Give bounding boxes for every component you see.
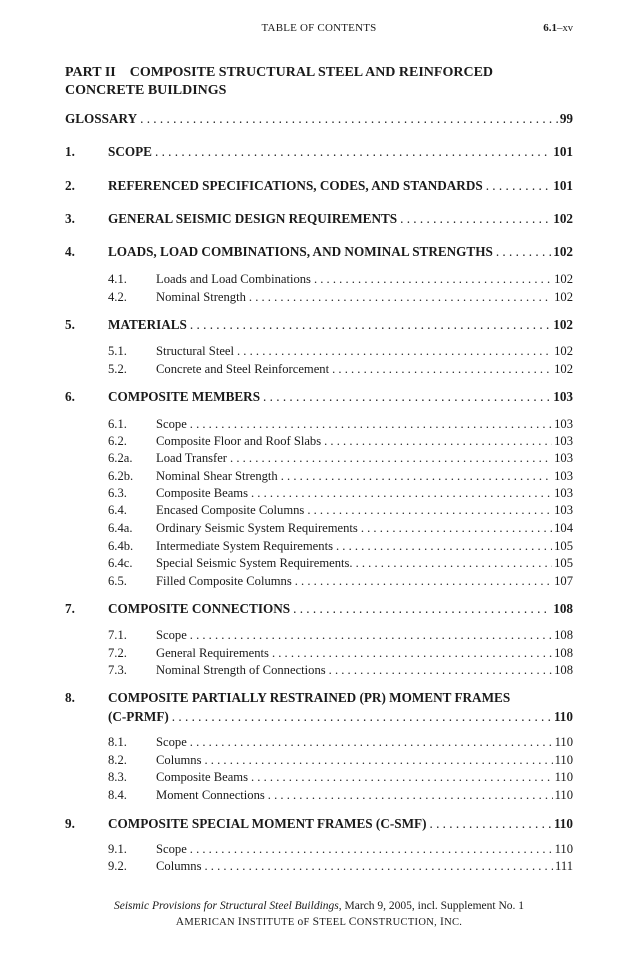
entry-title: GLOSSARY: [65, 111, 138, 126]
entry-page-number: 110: [554, 735, 573, 749]
entry-number: 9.2.: [108, 859, 127, 873]
entry-number: 4.1.: [108, 272, 127, 286]
toc-section-1[interactable]: [65, 144, 573, 162]
entry-number: 6.3.: [108, 486, 127, 500]
dot-leader: [290, 601, 551, 617]
entry-page-number: 102: [553, 317, 573, 332]
dot-leader: [234, 344, 552, 359]
dot-leader: [292, 574, 552, 589]
dot-leader: [187, 317, 551, 333]
entry-page-number: 102: [554, 272, 573, 286]
entry-page-number: 103: [554, 417, 573, 431]
dot-leader: [187, 417, 552, 432]
entry-number: 8.1.: [108, 735, 127, 749]
entry-title: GENERAL SEISMIC DESIGN REQUIREMENTS: [108, 211, 398, 226]
entry-title: Intermediate System Requirements: [156, 539, 333, 553]
entry-title: Scope: [156, 417, 187, 431]
footer-publisher: AMERICAN INSTITUTE oF STEEL CONSTRUCTION, INC.: [175, 916, 463, 928]
entry-page-number: 103: [554, 469, 573, 483]
entry-page-number: 102: [554, 290, 573, 304]
dot-leader: [137, 111, 558, 127]
toc-subsection[interactable]: [65, 503, 573, 520]
entry-title: Encased Composite Columns: [156, 503, 305, 517]
entry-title: COMPOSITE SPECIAL MOMENT FRAMES (C-SMF): [108, 816, 427, 831]
dot-leader: [246, 290, 552, 305]
toc-glossary[interactable]: [65, 111, 573, 129]
toc-subsection[interactable]: [65, 362, 573, 379]
dot-leader: [227, 451, 552, 466]
entry-title: COMPOSITE PARTIALLY RESTRAINED (PR) MOMENT FRAMES: [108, 690, 511, 705]
entry-title: Load Transfer: [156, 451, 228, 465]
page-footer: [65, 898, 573, 931]
toc-section-4[interactable]: [65, 244, 573, 262]
dot-leader: [353, 556, 553, 571]
entry-page-number: 104: [554, 521, 573, 535]
entry-title: MATERIALS: [108, 317, 187, 332]
entry-number: 2.: [65, 178, 75, 193]
dot-leader: [269, 646, 552, 661]
toc-section-6[interactable]: [65, 389, 573, 407]
roman-page: xv: [562, 23, 573, 34]
entry-page-number: 105: [554, 556, 573, 570]
entry-title: Filled Composite Columns: [156, 574, 292, 588]
entry-number: 6.2.: [108, 434, 127, 448]
entry-page-number: 103: [553, 389, 573, 404]
dot-leader: [265, 788, 553, 803]
entry-number: 7.3.: [108, 663, 127, 677]
entry-page-number: 102: [553, 244, 573, 259]
entry-page-number: 110: [554, 770, 573, 784]
dot-leader: [321, 434, 552, 449]
toc-subsection[interactable]: [65, 469, 573, 486]
toc-subsection[interactable]: [65, 272, 573, 289]
dot-leader: [169, 709, 552, 725]
toc-subsection[interactable]: [65, 539, 573, 556]
entry-number: 8.3.: [108, 770, 127, 784]
entry-page-number: 108: [554, 628, 573, 642]
entry-page-number: 108: [553, 601, 573, 616]
entry-number: 6.4.: [108, 503, 127, 517]
dot-leader: [333, 539, 552, 554]
entry-page-number: 110: [553, 816, 573, 831]
dot-leader: [202, 859, 554, 874]
entry-number: 6.4c.: [108, 556, 133, 570]
entry-page-number: 110: [554, 842, 573, 856]
entry-page-number: 99: [559, 111, 573, 126]
toc-subsection[interactable]: [65, 344, 573, 361]
entry-page-number: 102: [553, 211, 573, 226]
entry-title: REFERENCED SPECIFICATIONS, CODES, AND STANDARDS: [108, 178, 483, 193]
entry-page-number: 101: [553, 178, 573, 193]
entry-title: Ordinary Seismic System Requirements: [156, 521, 358, 535]
entry-number: 6.1.: [108, 417, 127, 431]
entry-number: 6.: [65, 389, 75, 404]
entry-number: 6.2b.: [108, 469, 134, 483]
toc-section-9[interactable]: [65, 816, 573, 834]
entry-number: 8.4.: [108, 788, 127, 802]
toc-section-8-cont[interactable]: [65, 709, 573, 727]
entry-title: Nominal Strength of Connections: [156, 663, 326, 677]
entry-title: Scope: [156, 628, 187, 642]
entry-page-number: 101: [553, 144, 573, 159]
entry-number: 4.2.: [108, 290, 127, 304]
entry-page-number: 107: [554, 574, 573, 588]
toc-subsection[interactable]: [65, 859, 573, 876]
page-number: 6.1–xv: [543, 22, 573, 34]
toc-subsection[interactable]: [65, 663, 573, 680]
dot-leader: [202, 753, 553, 768]
entry-page-number: 102: [554, 362, 573, 376]
entry-title: Moment Connections: [156, 788, 265, 802]
toc-subsection[interactable]: [65, 646, 573, 663]
entry-title: Columns: [156, 859, 202, 873]
dot-leader: [397, 211, 551, 227]
dot-leader: [278, 469, 552, 484]
toc-section-2[interactable]: [65, 178, 573, 196]
toc-subsection[interactable]: [65, 486, 573, 503]
entry-number: 3.: [65, 211, 75, 226]
dot-leader: [311, 272, 552, 287]
entry-title: Nominal Strength: [156, 290, 246, 304]
entry-title: Special Seismic System Requirements.: [156, 556, 353, 570]
entry-number: 6.2a.: [108, 451, 133, 465]
entry-page-number: 105: [554, 539, 573, 553]
entry-number: 4.: [65, 244, 75, 259]
entry-title: Scope: [156, 842, 187, 856]
entry-number: 8.2.: [108, 753, 127, 767]
toc-subsection[interactable]: [65, 770, 573, 787]
entry-title: COMPOSITE MEMBERS: [108, 389, 261, 404]
dot-leader: [326, 663, 552, 678]
entry-page-number: 110: [554, 753, 573, 767]
dot-leader: [358, 521, 552, 536]
entry-title: Scope: [156, 735, 187, 749]
entry-number: 8.: [65, 690, 75, 705]
toc-subsection[interactable]: [65, 628, 573, 645]
toc-section-8[interactable]: [65, 690, 573, 708]
entry-title: Composite Beams: [156, 486, 248, 500]
dot-leader: [493, 244, 551, 260]
dot-leader: [260, 389, 551, 405]
toc-subsection[interactable]: [65, 434, 573, 451]
toc-subsection[interactable]: [65, 788, 573, 805]
entry-number: 5.: [65, 317, 75, 332]
entry-page-number: 111: [555, 859, 573, 873]
toc-section-5[interactable]: [65, 317, 573, 335]
dot-leader: [187, 735, 553, 750]
footer-edition: , March 9, 2005, incl. Supplement No. 1: [338, 900, 525, 912]
entry-number: 6.4b.: [108, 539, 134, 553]
toc-subsection[interactable]: [65, 735, 573, 752]
entry-title: Composite Floor and Roof Slabs: [156, 434, 322, 448]
entry-number: 9.1.: [108, 842, 127, 856]
entry-page-number: 110: [554, 788, 573, 802]
entry-title: General Requirements: [156, 646, 269, 660]
toc-subsection[interactable]: [65, 451, 573, 468]
entry-title: Concrete and Steel Reinforcement: [156, 362, 330, 376]
entry-number: 6.4a.: [108, 521, 133, 535]
entry-number: 9.: [65, 816, 75, 831]
entry-number: 7.2.: [108, 646, 127, 660]
entry-page-number: 103: [554, 451, 573, 465]
page-header: [65, 22, 573, 38]
entry-page-number: 103: [554, 486, 573, 500]
part-title: [65, 64, 573, 100]
toc-subsection[interactable]: [65, 290, 573, 307]
entry-title: Structural Steel: [156, 344, 234, 358]
part-title-line1: COMPOSITE STRUCTURAL STEEL AND REINFORCED: [129, 65, 494, 80]
toc-section-7[interactable]: [65, 601, 573, 619]
entry-number: 7.: [65, 601, 75, 616]
toc-subsection[interactable]: [65, 842, 573, 859]
entry-title: Composite Beams: [156, 770, 248, 784]
dot-leader: [426, 816, 551, 832]
dot-leader: [248, 770, 553, 785]
dot-leader: [248, 486, 552, 501]
toc-subsection[interactable]: [65, 574, 573, 591]
entry-title: Loads and Load Combinations: [156, 272, 311, 286]
entry-title: Columns: [156, 753, 202, 767]
dot-leader: [483, 178, 552, 194]
dot-leader: [187, 628, 552, 643]
part-label: PART II: [65, 65, 116, 80]
entry-number: 5.1.: [108, 344, 127, 358]
toc-section-3[interactable]: [65, 211, 573, 229]
section-number: 6.1: [543, 22, 557, 34]
entry-number: 6.5.: [108, 574, 127, 588]
dot-leader: [152, 144, 551, 160]
entry-title: Nominal Shear Strength: [156, 469, 278, 483]
footer-book-title: Seismic Provisions for Structural Steel Buildings: [113, 900, 339, 912]
entry-title: LOADS, LOAD COMBINATIONS, AND NOMINAL STRENGTHS: [108, 244, 493, 259]
toc-subsection[interactable]: [65, 521, 573, 538]
entry-title: SCOPE: [108, 144, 152, 159]
entry-title: COMPOSITE CONNECTIONS: [108, 601, 291, 616]
dot-leader: [187, 842, 553, 857]
running-head: TABLE OF CONTENTS: [261, 22, 377, 34]
entry-page-number: 108: [554, 663, 573, 677]
part-title-line2: CONCRETE BUILDINGS: [65, 83, 227, 98]
entry-page-number: 102: [554, 344, 573, 358]
entry-number: 5.2.: [108, 362, 127, 376]
toc-subsection[interactable]: [65, 556, 573, 573]
entry-page-number: 103: [554, 434, 573, 448]
entry-number: 7.1.: [108, 628, 127, 642]
toc-subsection[interactable]: [65, 417, 573, 434]
entry-page-number: 110: [553, 709, 573, 724]
entry-number: 1.: [65, 144, 75, 159]
dot-leader: [329, 362, 552, 377]
dot-leader: [304, 503, 552, 518]
entry-page-number: 108: [554, 646, 573, 660]
toc-subsection[interactable]: [65, 753, 573, 770]
entry-title: (C-PRMF): [108, 709, 169, 724]
entry-page-number: 103: [554, 503, 573, 517]
